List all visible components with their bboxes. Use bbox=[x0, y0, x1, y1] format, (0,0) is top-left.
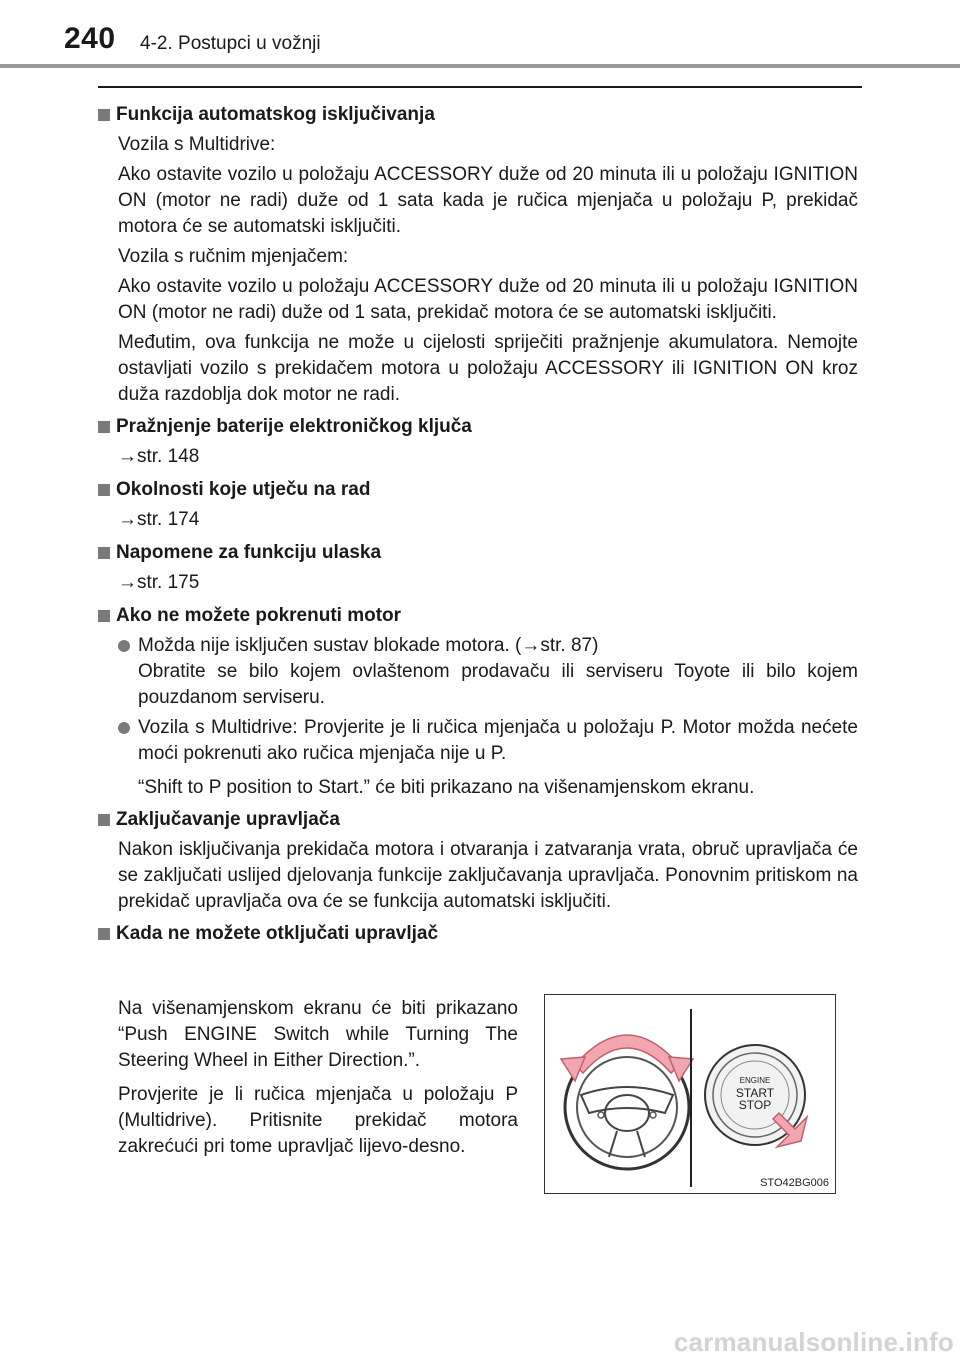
button-label: STOP bbox=[738, 1098, 772, 1112]
paragraph: Ako ostavite vozilo u položaju ACCESSORY duže od 20 minuta ili u položaju IGNITION ON (motor ne radi) duže od 1 sata kada je ručica mjenjača u položaju P, prekidač motora će se automatski isključiti. bbox=[118, 164, 858, 237]
watermark: carmanualsonline.info bbox=[673, 1327, 954, 1357]
round-bullet-icon bbox=[118, 722, 130, 734]
heading-text: Zaključavanje upravljača bbox=[116, 809, 340, 830]
paragraph: Ako ostavite vozilo u položaju ACCESSORY duže od 20 minuta ili u položaju IGNITION ON (motor ne radi) duže od 1 sata, prekidač motora će se automatski isključiti. bbox=[118, 276, 858, 323]
section-heading bbox=[98, 476, 858, 503]
paragraph: Nakon isključivanja prekidača motora i otvaranja i zatvaranja vrata, obruč upravljača će se zaključati uslijed djelovanja funkcije zaključavanja upravljača. Ponovnim pritiskom na prekidač upravljača ova će se funkcija automatski isključiti. bbox=[118, 839, 858, 912]
page-reference-link[interactable]: →str. 148 bbox=[118, 446, 200, 467]
section-heading bbox=[98, 413, 858, 440]
button-label: START bbox=[735, 1086, 775, 1100]
section-title: 4-2. Postupci u vožnji bbox=[140, 33, 321, 54]
heading-text: Napomene za funkciju ulaska bbox=[116, 542, 382, 563]
square-bullet-icon bbox=[98, 814, 110, 826]
square-bullet-icon bbox=[98, 610, 110, 622]
heading-text: Pražnjenje baterije elektroničkog ključa bbox=[116, 416, 472, 437]
round-bullet-icon bbox=[118, 640, 130, 652]
page-reference-link[interactable]: →str. 175 bbox=[118, 572, 200, 593]
paragraph: Međutim, ova funkcija ne može u cijelosti spriječiti pražnjenje akumulatora. Nemojte ostavljati vozilo s prekidačem motora u položaju ACCESSORY ili IGNITION ON kroz duža razdoblja dok motor ne radi. bbox=[118, 332, 858, 405]
figure-description bbox=[118, 992, 518, 1164]
paragraph: “Shift to P position to Start.” će biti prikazano na višenamjenskom ekranu. bbox=[138, 777, 755, 798]
section-heading bbox=[98, 101, 858, 128]
button-label: ENGINE bbox=[739, 1076, 771, 1085]
list-item bbox=[98, 633, 858, 711]
illustration-figure bbox=[544, 994, 836, 1194]
content-top-rule bbox=[98, 86, 862, 88]
list-item-text: Možda nije isključen sustav blokade motora. (→str. 87) Obratite se bilo kojem ovlaštenom prodavaču ili serviseru Toyote ili bilo kojem pouzdanom serviseru. bbox=[138, 635, 858, 708]
list-item-text: Vozila s Multidrive: Provjerite je li ručica mjenjača u položaju P. Motor možda nećete moći pokrenuti ako ručica mjenjača nije u P. bbox=[138, 717, 858, 764]
page-number: 240 bbox=[64, 22, 116, 55]
page-reference-link[interactable]: →str. 174 bbox=[118, 509, 200, 530]
square-bullet-icon bbox=[98, 484, 110, 496]
heading-text: Okolnosti koje utječu na rad bbox=[116, 479, 371, 500]
heading-text: Ako ne možete pokrenuti motor bbox=[116, 605, 402, 626]
square-bullet-icon bbox=[98, 547, 110, 559]
list-item bbox=[98, 715, 858, 767]
heading-text: Funkcija automatskog isključivanja bbox=[116, 104, 435, 125]
paragraph: Na višenamjenskom ekranu će biti prikazano “Push ENGINE Switch while Turning The Steering Wheel in Either Direction.”. bbox=[118, 998, 518, 1071]
paragraph: Vozila s ručnim mjenjačem: bbox=[118, 246, 349, 267]
figure-code: STO42BG006 bbox=[760, 1177, 829, 1189]
section-heading bbox=[98, 920, 858, 947]
paragraph: Provjerite je li ručica mjenjača u položaju P (Multidrive). Pritisnite prekidač motora zakrećući pri tome upravljač lijevo-desno. bbox=[118, 1084, 518, 1157]
steering-and-start-button-illustration bbox=[545, 995, 835, 1193]
section-heading bbox=[98, 602, 858, 629]
page-content bbox=[98, 96, 858, 947]
square-bullet-icon bbox=[98, 928, 110, 940]
section-heading bbox=[98, 539, 858, 566]
square-bullet-icon bbox=[98, 421, 110, 433]
heading-text: Kada ne možete otključati upravljač bbox=[116, 923, 439, 944]
paragraph: Vozila s Multidrive: bbox=[118, 134, 276, 155]
square-bullet-icon bbox=[98, 109, 110, 121]
header-rule bbox=[0, 64, 960, 68]
section-heading bbox=[98, 806, 858, 833]
